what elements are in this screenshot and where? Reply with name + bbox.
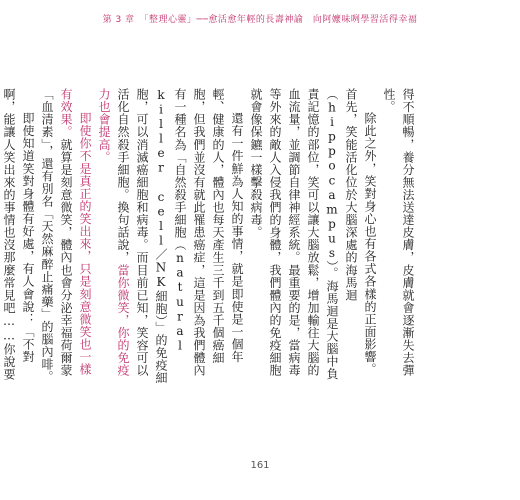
- paragraph-text: 除此之外，笑對身心也有各式各樣的正面影響。首先，笑能活化位於大腦深處的海馬迴（hippocampus）。海馬迴是大腦中負責記憶的部位，笑可以讓大腦放鬆，增加輸往大腦的血流量，並調節自律神經系統。最重要的是，當病毒等外來的敵人入侵我們的身體，我們體內的免疫細胞就會像保鑣一樣擊殺病毒。: [249, 88, 377, 381]
- paragraph: [37, 88, 94, 388]
- paragraph-text: 得不順暢，養分無法送達皮膚，皮膚就會逐漸失去彈性。: [382, 88, 415, 377]
- paragraph-text: 就算是刻意微笑，體內也會分泌幸福荷爾蒙「血清素」，還有別名「天然麻醉止痛藥」的腦內啡。: [40, 88, 73, 384]
- body-text: [2, 88, 417, 388]
- paragraph-text: 還有一件鮮為人知的事情，就是即使是一個年輕、健康的人，體內也每天產生三千到五千個癌細胞，但我們並沒有就此罹患癌症，這是因為我們體內有一種名為「自然殺手細胞（natural killer cell／NK細胞）」的免疫細胞，可以消滅癌細胞和病毒。而目前已知，笑容可以活化自然殺手細胞。換句話說，: [116, 88, 244, 385]
- paragraph: [246, 88, 379, 388]
- running-header: 第 3 章 「整理心靈」──愈活愈年輕的長壽神諭 向阿嬤味咧學習活得幸福: [102, 15, 418, 25]
- paragraph: [94, 88, 246, 388]
- page-number: 161: [250, 460, 270, 471]
- paragraph: [379, 88, 417, 388]
- paragraph: [0, 88, 37, 388]
- paragraph-text: 即使知道笑對身體有好處，有人會說：「不對啊，能讓人笑出來的事情也沒那麼常見吧……你說要: [2, 88, 35, 381]
- highlighted-sentence: 當你微笑，你的免疫力也會提高。: [97, 88, 130, 377]
- highlighted-sentence: 即使你不是真正的笑出來，只是刻意微笑也一樣有效果。: [59, 88, 92, 376]
